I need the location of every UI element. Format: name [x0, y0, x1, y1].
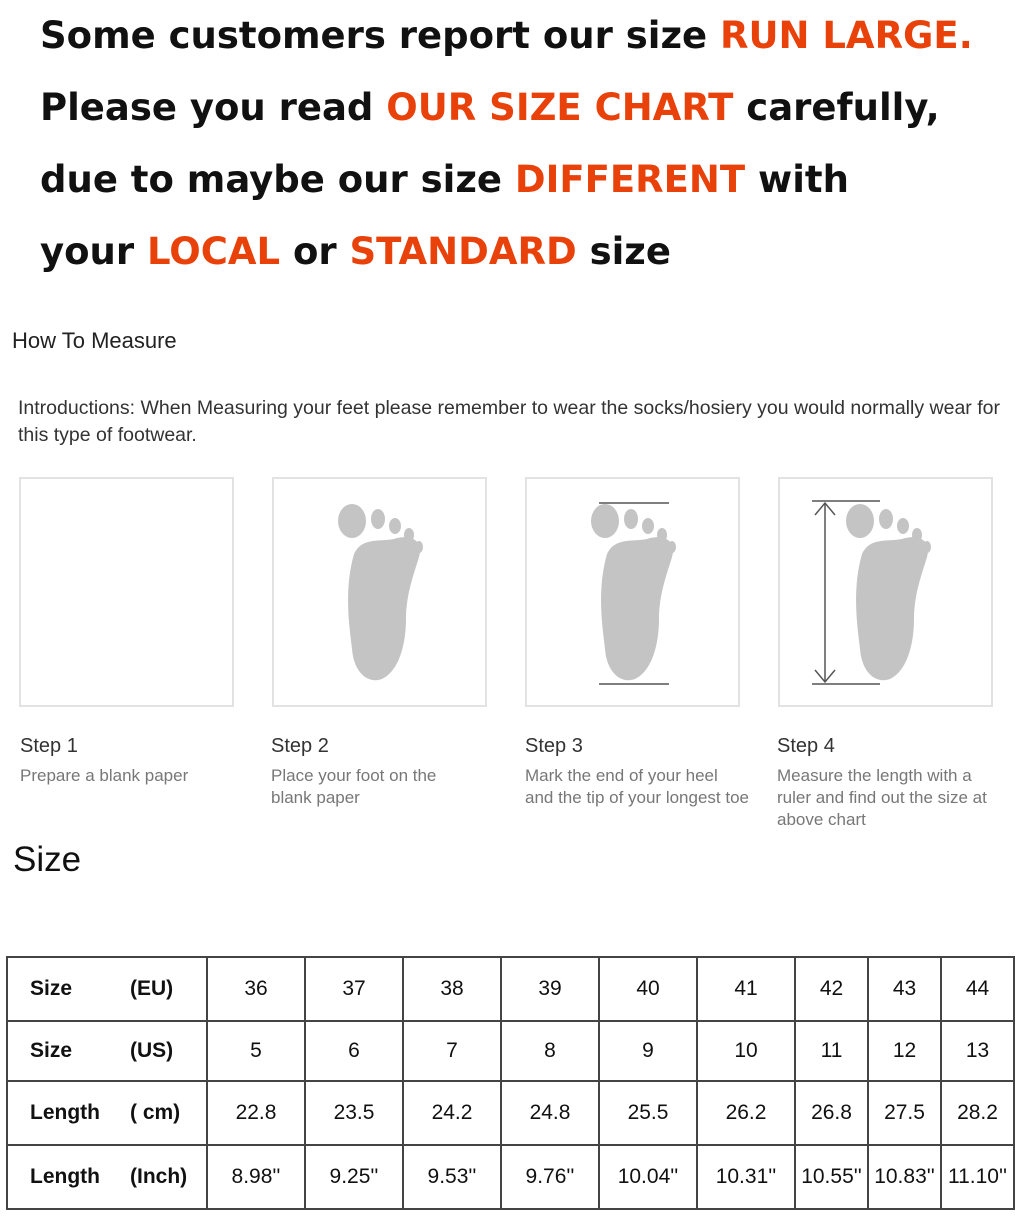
row-unit: (Inch) [130, 1165, 188, 1188]
banner-text: size [576, 230, 671, 273]
table-cell: 39 [501, 957, 599, 1021]
table-cell: 23.5 [305, 1081, 403, 1145]
foot-marked-icon [527, 479, 742, 709]
table-cell: 10.55'' [795, 1145, 868, 1209]
size-chart-table [6, 956, 1015, 1210]
foot-ruler-icon [780, 479, 995, 709]
table-cell: 9.76'' [501, 1145, 599, 1209]
table-cell: 9.53'' [403, 1145, 501, 1209]
table-cell: 10.31'' [697, 1145, 795, 1209]
table-cell: 40 [599, 957, 697, 1021]
table-row [7, 1081, 1014, 1145]
table-cell: 42 [795, 957, 868, 1021]
row-unit: (US) [130, 1039, 174, 1062]
row-header [7, 957, 207, 1021]
table-cell: 36 [207, 957, 305, 1021]
row-header [7, 1081, 207, 1145]
step-2-description: Place your foot on the blank paper [271, 766, 437, 807]
step-4-description: Measure the length with a ruler and find out the size at above chart [777, 766, 987, 829]
row-unit: ( cm) [130, 1101, 181, 1124]
banner-text: your [40, 230, 148, 273]
table-cell: 6 [305, 1021, 403, 1081]
table-cell: 43 [868, 957, 941, 1021]
row-label: Length [30, 1101, 100, 1124]
banner-text: Please you read [40, 86, 387, 129]
row-label: Size [30, 1039, 73, 1062]
table-cell: 13 [941, 1021, 1014, 1081]
banner-line-2 [40, 72, 1010, 144]
highlight-text: RUN LARGE. [719, 14, 973, 57]
table-cell: 5 [207, 1021, 305, 1081]
table-row [7, 957, 1014, 1021]
step-3-illustration [525, 477, 740, 707]
banner-text: or [280, 230, 350, 273]
table-cell: 8 [501, 1021, 599, 1081]
table-cell: 12 [868, 1021, 941, 1081]
banner-text: Some customers report our size [40, 14, 720, 57]
step-2-title: Step 2 [271, 735, 329, 757]
highlight-text: STANDARD [349, 230, 577, 273]
table-cell: 26.8 [795, 1081, 868, 1145]
table-cell: 37 [305, 957, 403, 1021]
table-cell: 7 [403, 1021, 501, 1081]
table-cell: 11 [795, 1021, 868, 1081]
banner-text: due to maybe our size [40, 158, 515, 201]
highlight-text: LOCAL [147, 230, 281, 273]
table-cell: 41 [697, 957, 795, 1021]
table-cell: 10 [697, 1021, 795, 1081]
highlight-text: DIFFERENT [514, 158, 746, 201]
step-3-title: Step 3 [525, 735, 583, 757]
banner-line-1 [40, 0, 1010, 72]
banner-text: carefully, [733, 86, 940, 129]
step-1-title: Step 1 [20, 735, 78, 757]
banner-line-4 [40, 216, 1010, 288]
table-cell: 44 [941, 957, 1014, 1021]
step-1-illustration [19, 477, 234, 707]
table-cell: 28.2 [941, 1081, 1014, 1145]
row-label: Size [30, 977, 73, 1000]
row-header [7, 1021, 207, 1081]
table-cell: 27.5 [868, 1081, 941, 1145]
banner-line-3 [40, 144, 1010, 216]
table-cell: 9 [599, 1021, 697, 1081]
table-cell: 9.25'' [305, 1145, 403, 1209]
warning-banner [40, 0, 1010, 288]
foot-icon [274, 479, 489, 709]
measure-intro-text: Introductions: When Measuring your feet please remember to wear the socks/hosiery you would normally wear for this type of footwear. [18, 397, 1000, 446]
row-label: Length [30, 1165, 100, 1188]
step-4-title: Step 4 [777, 735, 835, 757]
step-2-illustration [272, 477, 487, 707]
how-to-measure-title: How To Measure [12, 328, 177, 353]
step-4-illustration [778, 477, 993, 707]
table-cell: 10.04'' [599, 1145, 697, 1209]
table-cell: 10.83'' [868, 1145, 941, 1209]
size-section-title: Size [13, 840, 82, 879]
highlight-text: OUR SIZE CHART [386, 86, 734, 129]
row-unit: (EU) [130, 977, 174, 1000]
table-cell: 24.8 [501, 1081, 599, 1145]
table-cell: 26.2 [697, 1081, 795, 1145]
table-cell: 11.10'' [941, 1145, 1014, 1209]
step-1-description: Prepare a blank paper [20, 766, 189, 785]
row-header [7, 1145, 207, 1209]
table-row [7, 1021, 1014, 1081]
table-cell: 38 [403, 957, 501, 1021]
step-3-description: Mark the end of your heel and the tip of your longest toe [525, 766, 749, 807]
table-cell: 25.5 [599, 1081, 697, 1145]
table-cell: 22.8 [207, 1081, 305, 1145]
table-row [7, 1145, 1014, 1209]
table-cell: 24.2 [403, 1081, 501, 1145]
banner-text: with [745, 158, 849, 201]
table-cell: 8.98'' [207, 1145, 305, 1209]
